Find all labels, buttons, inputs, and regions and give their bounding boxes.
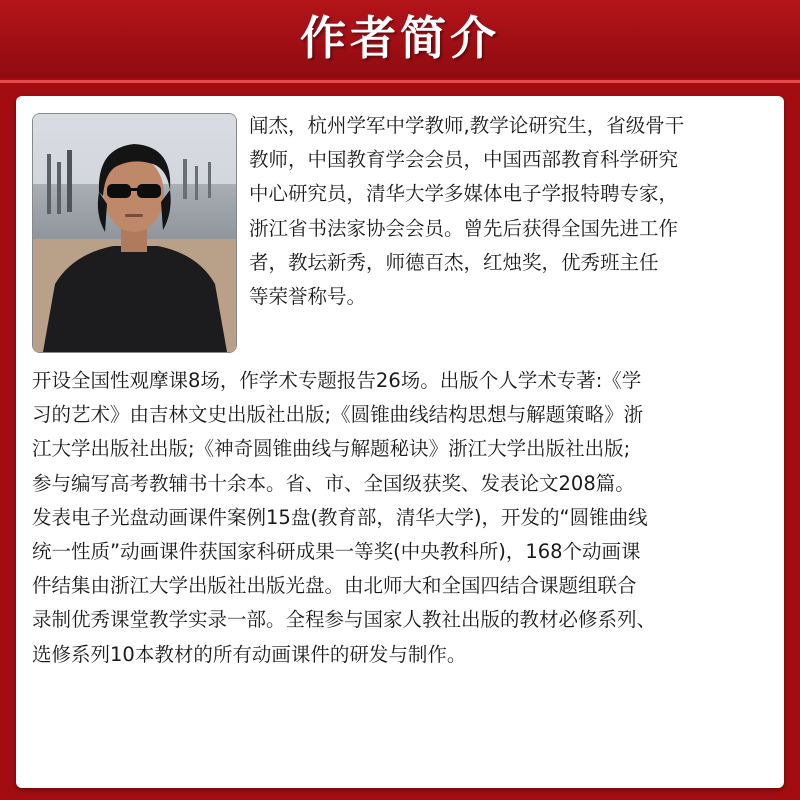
body-line: 江大学出版社出版;《神奇圆锥曲线与解题秘诀》浙江大学出版社出版;	[32, 437, 631, 461]
intro-line: 教师，中国教育学会会员，中国西部教育科学研究	[249, 148, 679, 172]
body-line: 选修系列10本教材的所有动画课件的研发与制作。	[32, 642, 467, 666]
intro-line: 闻杰，杭州学军中学教师,教学论研究生，省级骨干	[249, 114, 685, 137]
intro-line: 等荣誉称号。	[249, 284, 367, 308]
body-line: 习的艺术》由吉林文史出版社出版;《圆锥曲线结构思想与解题策略》浙	[32, 403, 644, 427]
body-line: 件结集由浙江大学出版社出版光盘。由北师大和全国四结合课题组联合	[32, 574, 637, 598]
content-panel	[16, 96, 784, 788]
body-paragraph	[32, 364, 778, 672]
page-title: 作者简介	[300, 11, 500, 65]
intro-line: 者，教坛新秀，师德百杰，红烛奖，优秀班主任	[249, 250, 659, 274]
body-line: 发表电子光盘动画课件案例15盘(教育部，清华大学)，开发的“圆锥曲线	[32, 505, 648, 529]
body-line: 开设全国性观摩课8场，作学术专题报告26场。出版个人学术专著:《学	[32, 369, 642, 392]
body-line: 统一性质”动画课件获国家科研成果一等奖(中央教科所)，168个动画课	[32, 539, 641, 563]
body-line: 参与编写高考教辅书十余本。省、市、全国级获奖、发表论文208篇。	[32, 471, 635, 495]
header-divider	[0, 80, 800, 83]
intro-paragraph	[249, 109, 779, 314]
intro-line: 中心研究员，清华大学多媒体电子学报特聘专家，	[249, 182, 679, 206]
author-photo	[32, 113, 237, 353]
intro-line: 浙江省书法家协会会员。曾先后获得全国先进工作	[249, 216, 679, 240]
header-bar	[0, 0, 800, 78]
body-line: 录制优秀课堂教学实录一部。全程参与国家人教社出版的教材必修系列、	[32, 608, 657, 632]
